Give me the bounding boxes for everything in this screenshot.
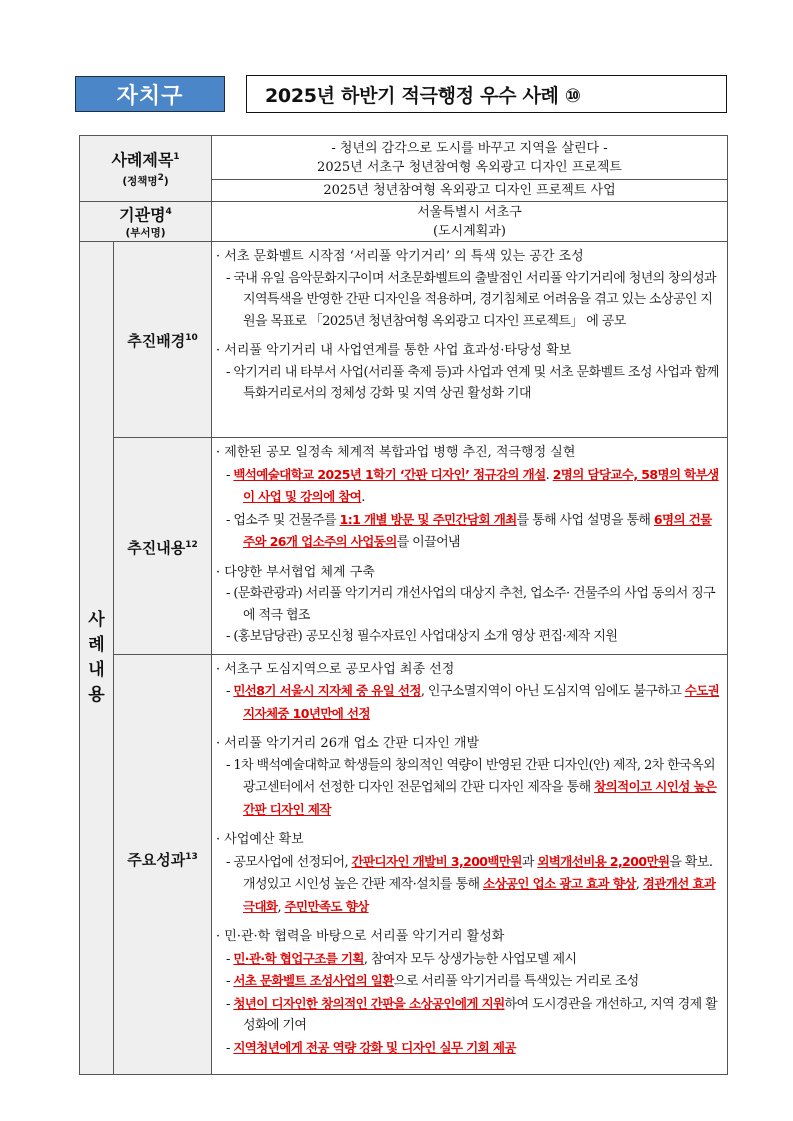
background-label: 추진배경 [127,332,186,351]
bullet-heading: · 서초구 도심지역으로 공모사업 최종 선정 [216,661,455,677]
item-text: - 악기거리 내 타부서 사업(서리풀 축제 등)과 사업과 연계 및 서초 문화벨트 조성 사업과 함께 특화거리로서의 정체성 강화 및 지역 상권 활성화 기대 [226,364,719,402]
highlighted-text: 민선8기 서울시 지자체 중 유일 선정 [233,683,421,699]
agency-name: 서울특별시 서초구 [417,204,522,220]
item-text: - (문화관광과) 서리풀 악기거리 개선사업의 대상지 추천, 업소주· 건물주의 사업 동의서 징구에 적극 협조 [226,586,716,623]
case-title-slogan: - 청년의 감각으로 도시를 바꾸고 지역을 살린다 - [331,140,608,156]
highlighted-text: 창의적이고 시인성 높은 간판 디자인 제작 [243,779,717,817]
item-text: - [226,684,234,700]
case-content-label-cell [80,242,114,1075]
case-title-label: 사례제목 [111,150,174,170]
item-text: - [226,1040,234,1056]
item-text: 를 통해 사업 설명을 통해 [516,512,654,528]
highlighted-text: 경관개선 효과 극대화 [243,876,716,914]
bullet-block [216,246,723,332]
item-text: 하여 도시경관을 개선하고, 지역 경제 활성화에 기여 [243,996,718,1034]
highlighted-text: 6명의 건물주와 26개 업소주의 사업동의 [243,511,712,550]
bullet-heading: · 서리풀 악기거리 26개 업소 간판 디자인 개발 [216,736,480,752]
item-text: - [226,974,234,990]
highlighted-text: 주민만족도 향상 [284,898,369,914]
results-content [212,654,728,1074]
highlighted-text: 2명의 담당교수, 58명의 학부생이 사업 및 강의에 참여 [243,466,719,505]
highlighted-text: 지역청년에게 전공 역량 강화 및 디자인 실무 기회 제공 [233,1039,516,1055]
highlighted-text: 민·관·학 협업구조를 기획 [233,950,364,966]
bullet-item [216,993,723,1037]
item-text: . [361,490,365,506]
bullet-item [216,851,723,919]
bullet-block [216,562,723,648]
bullet-item [216,464,723,509]
item-text: 으로 서리풀 악기거리를 특색있는 거리로 조성 [393,974,639,990]
department-name: (도시계획과) [433,223,506,239]
bullet-block [216,340,723,405]
policy-name-cell [212,180,728,202]
bullet-heading: · 제한된 공모 일정속 체계적 복합과업 병행 추진, 적극행정 실현 [216,445,576,461]
category-tag [75,76,225,112]
item-text: - 업소주 및 건물주를 [226,512,340,528]
highlighted-text: 청년이 디자인한 창의적인 간판을 소상공인에게 지원 [233,995,505,1011]
bullet-item [216,583,723,626]
case-report-table [79,135,728,1075]
item-text: . [545,467,553,483]
agency-label: 기관명 [119,205,166,225]
bullet-item [216,1037,723,1060]
case-title-cell [212,136,728,180]
highlighted-text: 백석예술대학교 2025년 1학기 ‘간판 디자인’ 정규강의 개설 [233,466,546,482]
item-text: - (홍보담당관) 공모신청 필수자료인 사업대상지 소개 영상 편집·제작 지원 [226,629,618,645]
bullet-block [216,829,723,918]
bullet-block [216,659,723,726]
results-label-cell: 주요성과$^{13}$ [114,654,212,1074]
agency-cell [212,202,728,242]
bullet-item [216,509,723,554]
case-content-label: 사 례 내 용 [88,610,105,706]
item-text: - 1차 백석예술대학교 학생들의 창의적인 역량이 반영된 간판 디자인(안) 제작, 2차 한국옥외광고센터에서 선정한 디자인 전문업체의 간판 디자인 제작을 통해 [226,757,715,796]
item-text: - 공모사업에 선정되어, [226,854,352,870]
item-text: , 참여자 모두 상생가능한 사업모델 제시 [363,951,577,967]
item-text: - 국내 유일 음악문화지구이며 서초문화벨트의 출발점인 서리풀 악기거리에 청년의 창의성과 지역특색을 반영한 간판 디자인을 적용하며, 경기침체로 어려움을 겪고 있는 소상공인 지원을 목표로 「2025년 청년참여형 옥외광고 디자인 프로젝트」 에 공모 [226,270,716,329]
bullet-item [216,970,723,993]
policy-name-value: 2025년 청년참여형 옥외광고 디자인 프로젝트 사업 [323,183,616,198]
content-label: 추진내용 [127,538,186,557]
highlighted-text: 외벽개선비용 2,200만원 [537,853,670,869]
item-text: - [226,996,234,1012]
department-label: (부서명) [125,227,166,240]
case-title-label-cell: 사례제목$^1$ (정책명$^2$) [80,136,212,202]
bullet-block [216,733,723,821]
item-text: 를 이끌어냄 [396,535,461,551]
bullet-item [216,680,723,725]
document-title-text: 2025년 하반기 적극행정 우수 사례 ⑩ [265,84,581,107]
bullet-heading: · 사업예산 확보 [216,832,304,848]
agency-label-cell: 기관명$^4$ (부서명) [80,202,212,242]
bullet-item [216,626,723,648]
item-text: 과 [521,854,538,870]
bullet-item [216,362,723,405]
content-label-cell: 추진내용$^{12}$ [114,438,212,655]
background-content [212,242,728,438]
case-title-main: 2025년 서초구 청년참여형 옥외광고 디자인 프로젝트 [317,159,622,175]
item-text: , [277,899,285,915]
background-label-cell: 추진배경$^{10}$ [114,242,212,438]
highlighted-text: 1:1 개별 방문 및 주민간담회 개최 [339,511,517,527]
item-text: , 인구소멸지역이 아닌 도심지역 임에도 불구하고 [420,684,685,700]
bullet-block [216,926,723,1059]
bullet-heading: · 서리풀 악기거리 내 사업연계를 통한 사업 효과성·타당성 확보 [216,343,572,359]
bullet-block [216,442,723,554]
bullet-item [216,948,723,971]
highlighted-text: 소상공인 업소 광고 효과 향상 [482,876,636,892]
highlighted-text: 서초 문화벨트 조성사업의 일환 [233,973,394,989]
highlighted-text: 간판디자인 개발비 3,200백만원 [351,853,522,869]
highlighted-text: 수도권 지자체중 10년만에 선정 [243,683,720,721]
item-text: - [226,951,234,967]
content-content [212,438,728,655]
item-text: 을 확보. 개성있고 시인성 높은 간판 제작·설치를 통해 [243,854,713,893]
bullet-item [216,268,723,333]
bullet-item [216,755,723,822]
policy-name-label: (정책명 [122,175,158,188]
item-text: - [226,467,234,483]
results-label: 주요성과 [127,850,186,869]
category-tag-label: 자치구 [116,83,184,109]
bullet-heading: · 다양한 부서협업 체계 구축 [216,564,375,580]
bullet-heading: · 민·관·학 협력을 바탕으로 서리풀 악기거리 활성화 [216,929,505,945]
item-text: , [635,877,643,893]
bullet-heading: · 서초 문화벨트 시작점 ‘서리풀 악기거리’ 의 특색 있는 공간 조성 [216,249,584,265]
document-title [246,75,727,113]
